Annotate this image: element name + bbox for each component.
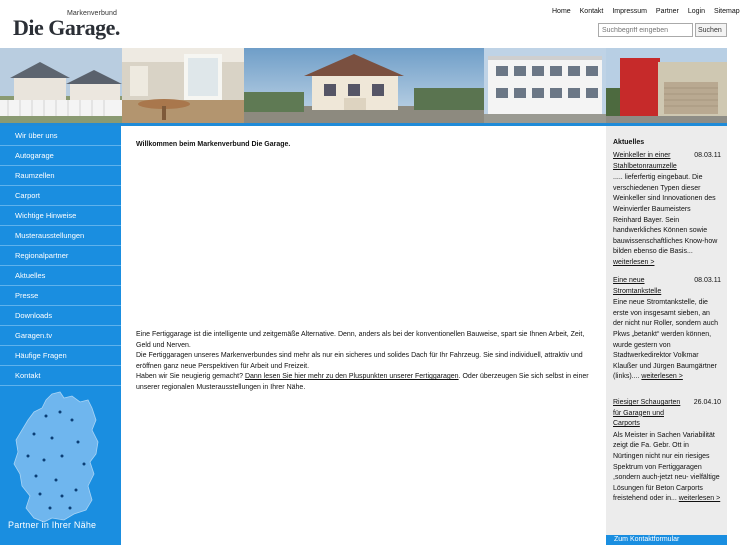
news-date: 08.03.11 xyxy=(694,152,721,159)
news-title-link[interactable]: Eine neue Stromtankstelle xyxy=(613,277,662,295)
intro-paragraph-3-tail: . Oder überzeugen Sie sich selbst in einer unserer regionalen Musterausstellungen in Ihrer Nähe. xyxy=(136,373,589,391)
logo-tagline: Markenverbund xyxy=(67,10,117,17)
main-content xyxy=(121,126,606,545)
sidebar-item-wichtige-hinweise[interactable]: Wichtige Hinweise xyxy=(0,206,121,226)
topnav-partner[interactable]: Partner xyxy=(655,8,679,15)
weiterlesen-link[interactable]: weiterlesen > xyxy=(641,373,683,381)
news-item xyxy=(613,151,721,269)
top-navigation xyxy=(552,8,747,15)
sidebar-item-raumzellen[interactable]: Raumzellen xyxy=(0,166,121,186)
search-button[interactable]: Suchen xyxy=(695,23,727,37)
news-date: 26.04.10 xyxy=(693,399,721,406)
news-teaser: Als Meister in Sachen Variabilität zeigt die Fa. Gebr. Ott in Nürtingen nicht nur ein riesiges Spektrum von Fertiggaragen ,sondern auch-jetzt neu- vielfältige Lösungen für Beton Carports freistehend oder in... xyxy=(613,431,720,503)
intro-paragraph-2: Die Fertiggaragen unseres Markenverbundes sind mehr als nur ein sicheres und solides Dach für Ihr Fahrzeug. Sie sind individuell, attraktiv und eröffnen ganz neue Perspektiven für Arbeit und Freizeit. xyxy=(136,352,583,370)
kontaktformular-link[interactable]: Zum Kontaktformular xyxy=(606,535,727,545)
sidebar-item-wir-ueber-uns[interactable]: Wir über uns xyxy=(0,126,121,146)
photo-red-garage xyxy=(606,48,727,123)
page-title: Willkommen beim Markenverbund Die Garage. xyxy=(136,141,291,148)
news-title-link[interactable]: Weinkeller in einer Stahlbetonraumzelle xyxy=(613,152,677,170)
sidebar-item-kontakt[interactable]: Kontakt xyxy=(0,366,121,386)
sidebar-item-autogarage[interactable]: Autogarage xyxy=(0,146,121,166)
photo-interior-room xyxy=(122,48,244,123)
news-teaser: ..... lieferfertig eingebaut. Die verschiedenen Typen dieser Weinkeller sind Innovationen des Weinviertler Baumeisters Reinhard Bayer. Sein handwerkliches Können sowie bauwissenschaftliches Know-how bilden ebenso die Basis... xyxy=(613,174,718,256)
weiterlesen-link[interactable]: weiterlesen > xyxy=(678,495,721,503)
intro-paragraph-1: Eine Fertiggarage ist die intelligente und zeitgemäße Alternative. Denn, anders als bei der konventionellen Bauweise, spart sie Ihnen Arbeit, Zeit, Geld und Nerven. xyxy=(136,331,585,349)
news-item xyxy=(613,398,721,505)
topnav-login[interactable]: Login xyxy=(687,8,705,15)
logo[interactable] xyxy=(13,10,123,40)
sidebar-item-haeufige-fragen[interactable]: Häufige Fragen xyxy=(0,346,121,366)
topnav-kontakt[interactable]: Kontakt xyxy=(579,8,604,15)
logo-wordmark: Die Garage. xyxy=(13,15,120,40)
sidebar-item-aktuelles[interactable]: Aktuelles xyxy=(0,266,121,286)
intro-paragraph-3-lead: Haben wir Sie neugierig gemacht? xyxy=(136,373,245,381)
germany-map[interactable] xyxy=(0,390,121,530)
topnav-sitemap[interactable]: Sitemap xyxy=(713,8,740,15)
sidebar-item-presse[interactable]: Presse xyxy=(0,286,121,306)
photo-modular-building xyxy=(484,48,606,123)
header xyxy=(0,0,740,48)
news-item xyxy=(613,276,721,383)
sidebar-item-downloads[interactable]: Downloads xyxy=(0,306,121,326)
topnav-home[interactable]: Home xyxy=(552,8,571,15)
header-photo-banner xyxy=(0,48,727,123)
topnav-impressum[interactable]: Impressum xyxy=(612,8,647,15)
search-input[interactable] xyxy=(598,23,693,37)
search-form xyxy=(598,23,727,37)
sidebar-item-musterausstellungen[interactable]: Musterausstellungen xyxy=(0,226,121,246)
sidebar-item-garagen-tv[interactable]: Garagen.tv xyxy=(0,326,121,346)
weiterlesen-link[interactable]: weiterlesen > xyxy=(613,258,655,266)
pluspunkte-link[interactable]: Dann lesen Sie hier mehr zu den Pluspunkten unserer Fertiggaragen xyxy=(244,373,459,381)
partner-in-ihrer-naehe-link[interactable]: Partner in Ihrer Nähe xyxy=(8,520,97,530)
news-sidebar xyxy=(606,126,727,545)
intro-text xyxy=(136,330,591,394)
sidebar-item-regionalpartner[interactable]: Regionalpartner xyxy=(0,246,121,266)
sidebar-navigation xyxy=(0,126,121,545)
sidebar-item-carport[interactable]: Carport xyxy=(0,186,121,206)
news-date: 08.03.11 xyxy=(694,277,721,284)
photo-house-garage xyxy=(244,48,484,123)
photo-garages-fence xyxy=(0,48,122,123)
news-title-link[interactable]: Riesiger Schaugarten für Garagen und Carports xyxy=(613,399,681,428)
news-teaser: Eine neue Stromtankstelle, die erste von insgesamt sieben, an der nicht nur Roller, sondern auch Pkws „betankt“ werden können, wurde gestern von Stadtwerkedirektor Volkmar Klaußer und Jürgen Baumgärtner (links).... xyxy=(613,299,719,381)
news-heading: Aktuelles xyxy=(613,139,645,146)
